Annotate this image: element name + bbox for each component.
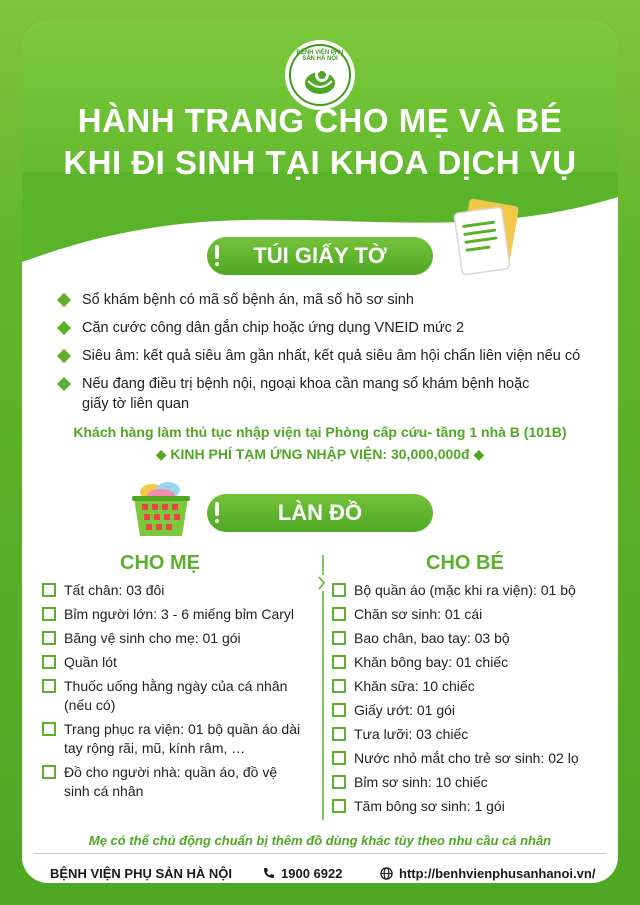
diamond-icon — [57, 377, 71, 391]
papers-label: TÚI GIẤY TỜ — [253, 243, 387, 268]
checkbox-icon — [332, 799, 346, 813]
checkbox-icon — [42, 655, 56, 669]
website-link: http://benhvienphusanhanoi.vn/ — [399, 865, 596, 881]
basket-label: LÀN ĐỒ — [277, 500, 363, 525]
checkbox-icon — [332, 655, 346, 669]
list-item: Nếu đang điều trị bệnh nội, ngoại khoa cần mang sổ khám bệnh hoặc giấy tờ liên quan — [56, 374, 556, 414]
list-item: Chăn sơ sinh: 01 cái — [332, 605, 612, 624]
checkbox-icon — [332, 583, 346, 597]
checkbox-icon — [42, 765, 56, 779]
basket-section-header — [207, 494, 433, 532]
papers-section-header — [207, 237, 433, 275]
diamond-icon — [57, 321, 71, 335]
checkbox-icon — [332, 679, 346, 693]
pill-mark — [215, 502, 220, 524]
checkbox-icon — [332, 751, 346, 765]
pill-mark — [215, 245, 220, 267]
admission-note: Khách hàng làm thủ tục nhập viện tại Phòng cấp cứu- tầng 1 nhà B (101B) — [73, 424, 567, 440]
mom-column-title: CHO MẸ — [120, 552, 200, 574]
diamond-icon — [57, 293, 71, 307]
checkbox-icon — [42, 631, 56, 645]
list-item: Giấy ướt: 01 gói — [332, 701, 612, 720]
footer — [0, 858, 640, 888]
list-item: Trang phục ra viện: 01 bộ quần áo dài tay rộng rãi, mũ, kính râm, … — [42, 720, 304, 758]
checkbox-icon — [42, 607, 56, 621]
page-title — [0, 100, 640, 184]
checkbox-icon — [332, 703, 346, 717]
checkbox-icon — [42, 583, 56, 597]
checkbox-icon — [332, 631, 346, 645]
footer-hospital: BỆNH VIỆN PHỤ SẢN HÀ NỘI — [50, 865, 233, 881]
checkbox-icon — [42, 679, 56, 693]
deposit-note: ◆ KINH PHÍ TẠM ỨNG NHẬP VIỆN: 30,000,000đ ◆ — [155, 446, 485, 462]
logo-mark — [300, 59, 340, 99]
laundry-basket-icon — [128, 478, 194, 540]
papers-list — [56, 290, 616, 422]
checkbox-icon — [332, 607, 346, 621]
checkbox-icon — [332, 775, 346, 789]
list-item: Nước nhỏ mắt cho trẻ sơ sinh: 02 lọ — [332, 749, 612, 768]
baby-list — [332, 581, 612, 821]
mom-list — [42, 581, 304, 806]
globe-icon — [380, 867, 393, 880]
list-item: Bộ quần áo (mặc khi ra viện): 01 bộ — [332, 581, 612, 600]
list-item: Bao chân, bao tay: 03 bộ — [332, 629, 612, 648]
footer-divider — [34, 853, 606, 854]
title-line-2: KHI ĐI SINH TẠI KHOA DỊCH VỤ — [63, 144, 577, 181]
list-item: Tưa lưỡi: 03 chiếc — [332, 725, 612, 744]
title-line-1: HÀNH TRANG CHO MẸ VÀ BÉ — [77, 102, 563, 139]
list-item: Băng vệ sinh cho mẹ: 01 gói — [42, 629, 304, 648]
phone-icon — [263, 867, 275, 879]
list-item: Quần lót — [42, 653, 304, 672]
list-item: Khăn bông bay: 01 chiếc — [332, 653, 612, 672]
list-item: Bỉm sơ sinh: 10 chiếc — [332, 773, 612, 792]
list-item: Siêu âm: kết quả siêu âm gần nhất, kết quả siêu âm hội chẩn liên viện nếu có — [56, 346, 616, 366]
list-item: Tăm bông sơ sinh: 1 gói — [332, 797, 612, 816]
column-divider — [318, 555, 328, 820]
checkbox-icon — [42, 722, 56, 736]
footer-website[interactable] — [380, 866, 595, 881]
footer-phone[interactable] — [263, 866, 342, 881]
logo-text: BỆNH VIỆN PHỤ SẢN HÀ NỘI — [296, 50, 344, 62]
list-item: Khăn sữa: 10 chiếc — [332, 677, 612, 696]
list-item: Căn cước công dân gắn chip hoặc ứng dụng VNEID mức 2 — [56, 318, 616, 338]
documents-icon — [452, 198, 522, 280]
baby-column-title: CHO BÉ — [426, 552, 504, 574]
checkbox-icon — [332, 727, 346, 741]
list-item: Đồ cho người nhà: quần áo, đồ vệ sinh cá nhân — [42, 763, 304, 801]
closing-note: Mẹ có thể chủ động chuẩn bị thêm đồ dùng khác tùy theo nhu cầu cá nhân — [88, 833, 552, 848]
diamond-icon — [57, 349, 71, 363]
list-item: Thuốc uống hằng ngày của cá nhân (nếu có) — [42, 677, 304, 715]
list-item: Sổ khám bệnh có mã số bệnh án, mã số hồ sơ sinh — [56, 290, 616, 310]
list-item: Tất chân: 03 đôi — [42, 581, 304, 600]
phone-number: 1900 6922 — [281, 865, 343, 881]
list-item: Bỉm người lớn: 3 - 6 miếng bỉm Caryl — [42, 605, 304, 624]
